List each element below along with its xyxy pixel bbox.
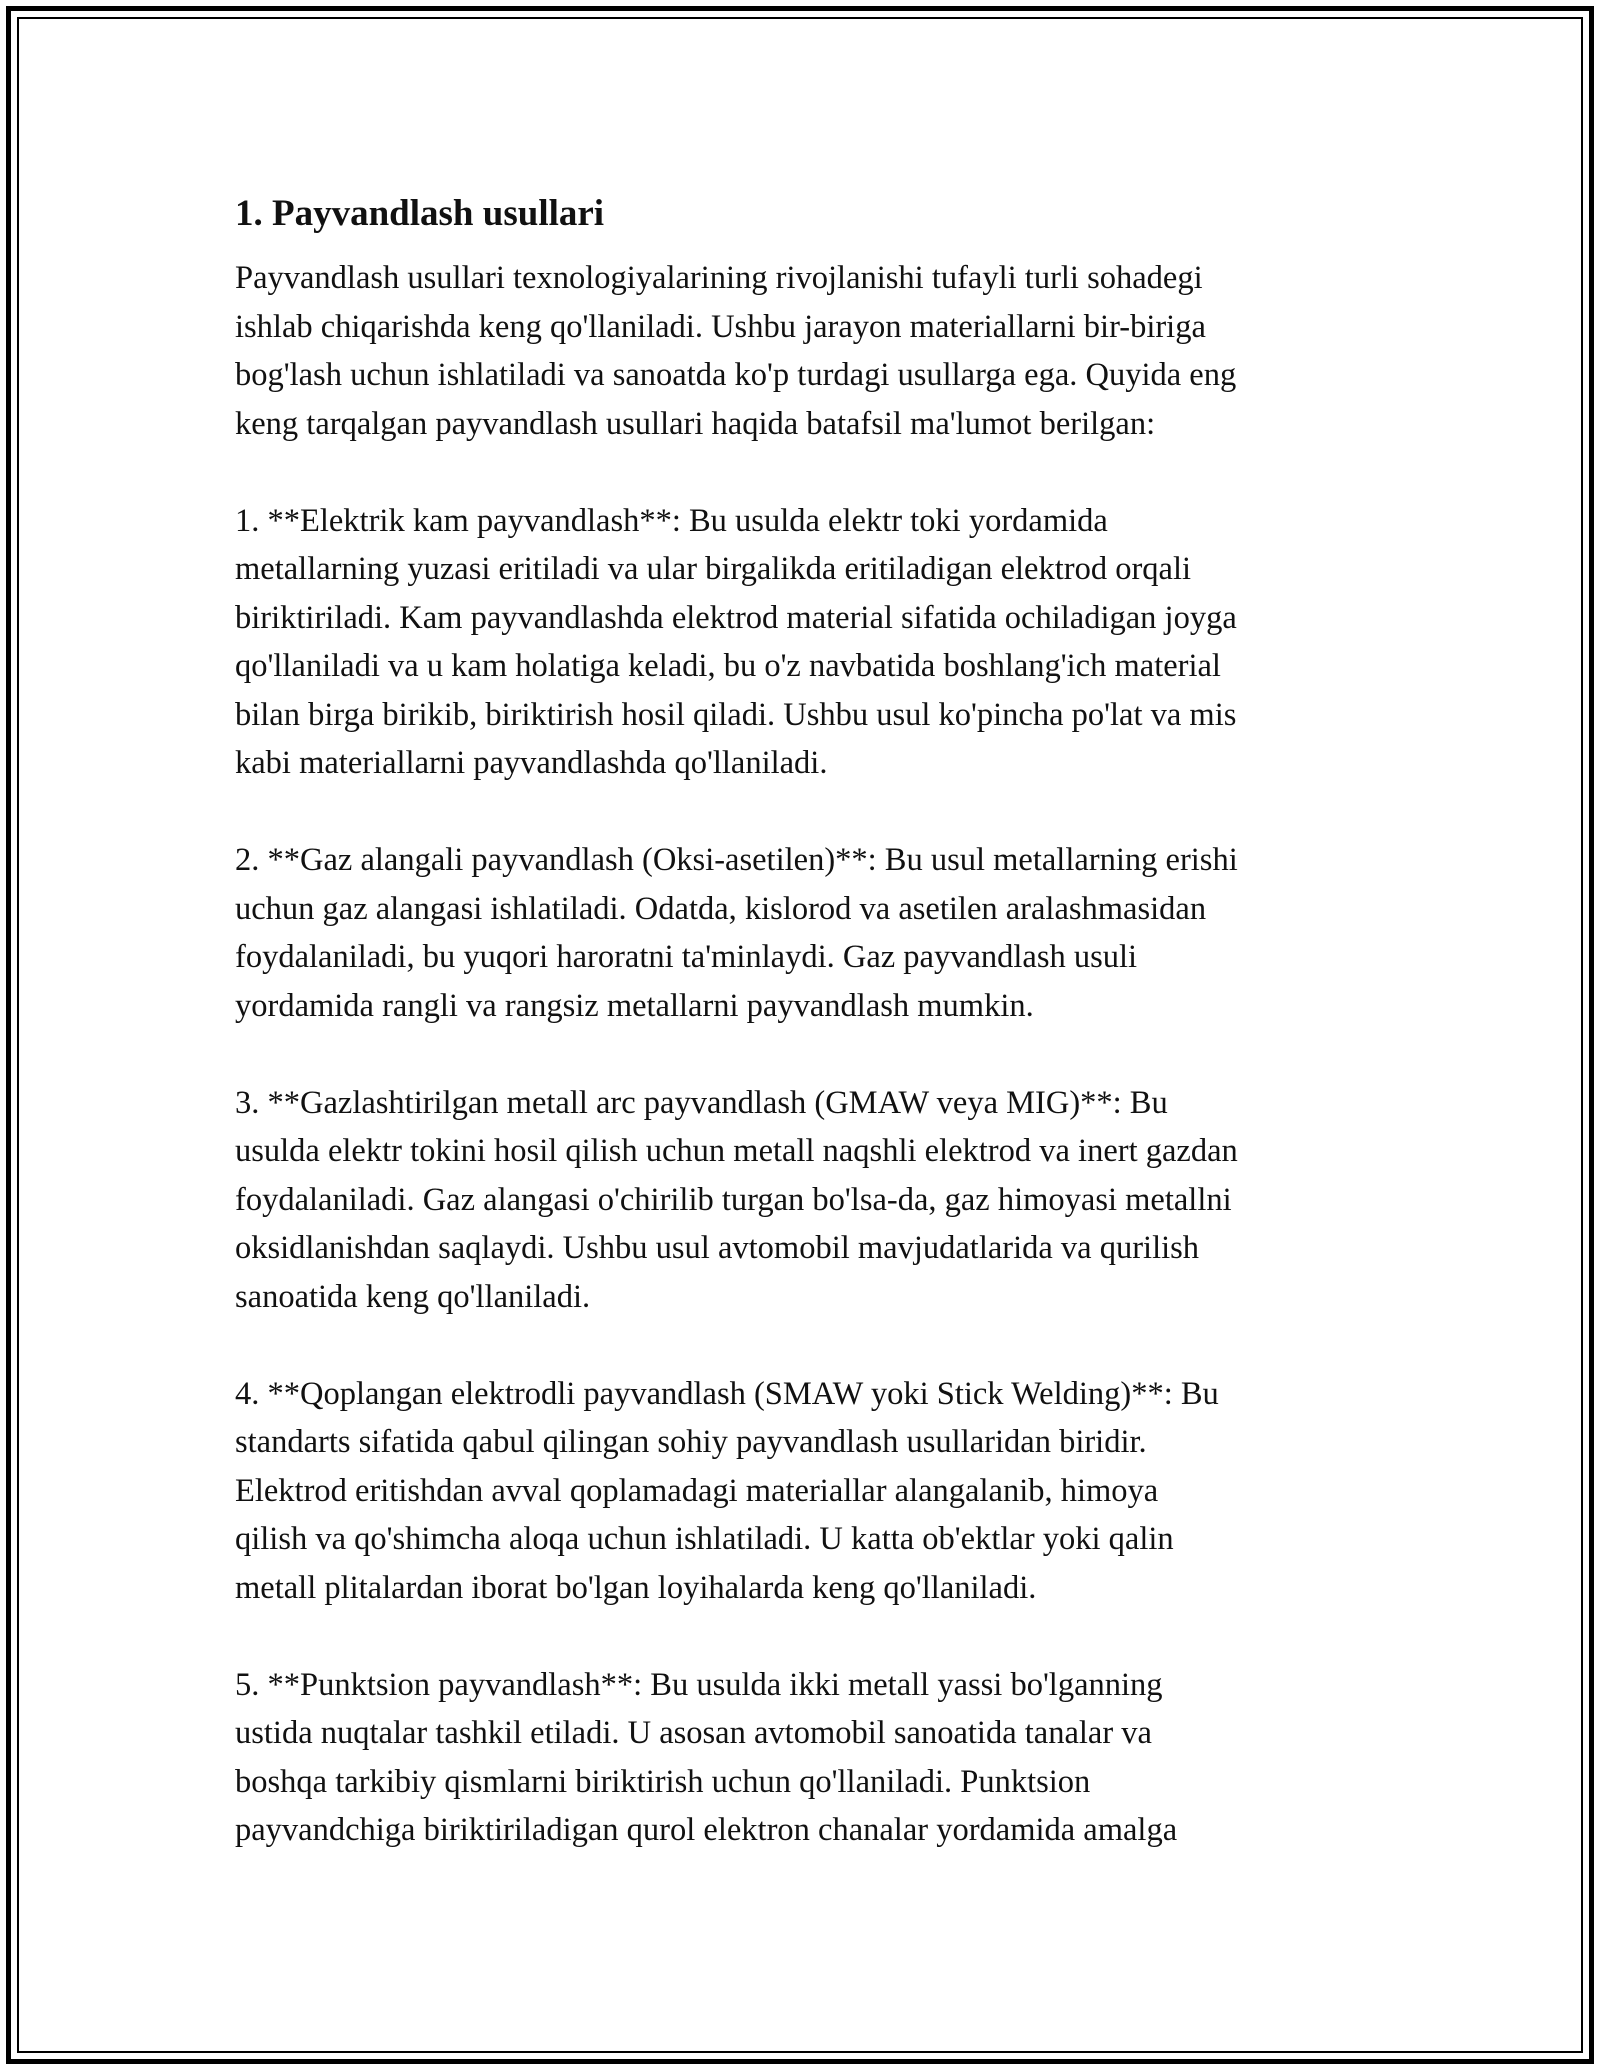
section-heading: 1. Payvandlash usullari bbox=[235, 193, 605, 234]
paragraph-electric-arc-welding: 1. **Elektrik kam payvandlash**: Bu usulda elektr toki yordamida metallarning yuzasi eritiladi va ular birgalikda eritiladigan elektrod orqali biriktiriladi. Kam payvandlashda elektrod material sifatida ochiladigan joyga qo'llaniladi va u kam holatiga keladi, bu o'z navbatida boshlang'ich material bilan birga birikib, biriktirish hosil qiladi. Ushbu usul ko'pincha po'lat va mis kabi materiallarni payvandlashda qo'llaniladi. bbox=[235, 502, 1237, 781]
intro-paragraph: Payvandlash usullari texnologiyalarining rivojlanishi tufayli turli sohadegi ishlab chiqarishda keng qo'llaniladi. Ushbu jarayon materiallarni bir-biriga bog'lash uchun ishlatiladi va sanoatda ko'p turdagi usullarga ega. Quyida eng keng tarqalgan payvandlash usullari haqida batafsil ma'lumot berilgan: bbox=[235, 260, 1237, 442]
paragraph-smaw-stick-welding: 4. **Qoplangan elektrodli payvandlash (SMAW yoki Stick Welding)**: Bu standarts sifatida qabul qilingan sohiy payvandlash usullaridan biridir. Elektrod eritishdan avval qoplamadagi materiallar alangalanib, himoya qilish va qo'shimcha aloqa uchun ishlatiladi. U katta ob'ektlar yoki qalin metall plitalardan iborat bo'lgan loyihalarda keng qo'llaniladi. bbox=[235, 1375, 1219, 1606]
document-body bbox=[235, 186, 1385, 1903]
paragraph-gas-welding: 2. **Gaz alangali payvandlash (Oksi-asetilen)**: Bu usul metallarning erishi uchun gaz alangasi ishlatiladi. Odatda, kislorod va asetilen aralashmasidan foydalaniladi, bu yuqori haroratni ta'minlaydi. Gaz payvandlash usuli yordamida rangli va rangsiz metallarni payvandlash mumkin. bbox=[235, 842, 1238, 1024]
paragraph-spot-welding: 5. **Punktsion payvandlash**: Bu usulda ikki metall yassi bo'lganning ustida nuqtalar tashkil etiladi. U asosan avtomobil sanoatida tanalar va boshqa tarkibiy qismlarni biriktirish uchun qo'llaniladi. Punktsion payvandchiga biriktiriladigan qurol elektron chanalar yordamida amalga bbox=[235, 1666, 1178, 1848]
paragraph-gmaw-mig-welding: 3. **Gazlashtirilgan metall arc payvandlash (GMAW veya MIG)**: Bu usulda elektr tokini hosil qilish uchun metall naqshli elektrod va inert gazdan foydalaniladi. Gaz alangasi o'chirilib turgan bo'lsa-da, gaz himoyasi metallni oksidlanishdan saqlaydi. Ushbu usul avtomobil mavjudatlarida va qurilish sanoatida keng qo'llaniladi. bbox=[235, 1084, 1238, 1315]
